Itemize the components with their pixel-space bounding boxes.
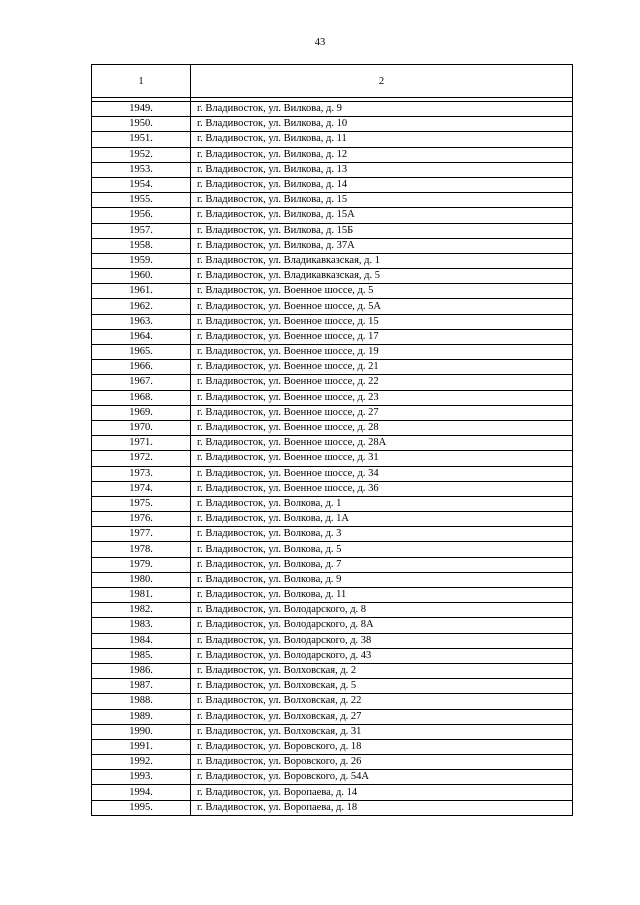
row-address: г. Владивосток, ул. Вилкова, д. 10 — [191, 117, 573, 132]
row-address: г. Владивосток, ул. Воровского, д. 18 — [191, 739, 573, 754]
row-number: 1953. — [92, 162, 191, 177]
row-number: 1983. — [92, 618, 191, 633]
table-row — [92, 269, 573, 284]
row-address: г. Владивосток, ул. Военное шоссе, д. 31 — [191, 451, 573, 466]
row-address: г. Владивосток, ул. Волкова, д. 7 — [191, 557, 573, 572]
row-address: г. Владивосток, ул. Волховская, д. 5 — [191, 679, 573, 694]
row-address: г. Владивосток, ул. Волкова, д. 5 — [191, 542, 573, 557]
table-row — [92, 345, 573, 360]
row-address: г. Владивосток, ул. Военное шоссе, д. 17 — [191, 329, 573, 344]
table-row — [92, 253, 573, 268]
table-row — [92, 466, 573, 481]
row-address: г. Владивосток, ул. Волкова, д. 1 — [191, 496, 573, 511]
row-number: 1967. — [92, 375, 191, 390]
row-address: г. Владивосток, ул. Владикавказская, д. 1 — [191, 253, 573, 268]
row-number: 1989. — [92, 709, 191, 724]
table-row — [92, 223, 573, 238]
row-address: г. Владивосток, ул. Военное шоссе, д. 21 — [191, 360, 573, 375]
row-address: г. Владивосток, ул. Волкова, д. 9 — [191, 572, 573, 587]
row-number: 1993. — [92, 770, 191, 785]
table-row — [92, 709, 573, 724]
table-row — [92, 314, 573, 329]
table-row — [92, 481, 573, 496]
row-number: 1956. — [92, 208, 191, 223]
table-row — [92, 618, 573, 633]
row-number: 1978. — [92, 542, 191, 557]
row-address: г. Владивосток, ул. Вилкова, д. 15А — [191, 208, 573, 223]
row-number: 1982. — [92, 603, 191, 618]
row-number: 1970. — [92, 420, 191, 435]
row-address: г. Владивосток, ул. Военное шоссе, д. 22 — [191, 375, 573, 390]
table-row — [92, 557, 573, 572]
table-row — [92, 132, 573, 147]
table-row — [92, 572, 573, 587]
row-number: 1979. — [92, 557, 191, 572]
row-number: 1955. — [92, 193, 191, 208]
row-number: 1949. — [92, 102, 191, 117]
row-address: г. Владивосток, ул. Волховская, д. 22 — [191, 694, 573, 709]
table-row — [92, 496, 573, 511]
row-address: г. Владивосток, ул. Воровского, д. 26 — [191, 755, 573, 770]
table-row — [92, 588, 573, 603]
table-row — [92, 436, 573, 451]
table-row — [92, 770, 573, 785]
row-number: 1958. — [92, 238, 191, 253]
table-row — [92, 542, 573, 557]
table-row — [92, 208, 573, 223]
row-address: г. Владивосток, ул. Волховская, д. 2 — [191, 663, 573, 678]
row-number: 1976. — [92, 512, 191, 527]
row-address: г. Владивосток, ул. Военное шоссе, д. 15 — [191, 314, 573, 329]
row-address: г. Владивосток, ул. Вилкова, д. 14 — [191, 177, 573, 192]
row-address: г. Владивосток, ул. Волкова, д. 3 — [191, 527, 573, 542]
table-row — [92, 420, 573, 435]
row-number: 1962. — [92, 299, 191, 314]
table-row — [92, 238, 573, 253]
table-row — [92, 375, 573, 390]
row-number: 1963. — [92, 314, 191, 329]
row-number: 1959. — [92, 253, 191, 268]
row-number: 1988. — [92, 694, 191, 709]
row-address: г. Владивосток, ул. Володарского, д. 38 — [191, 633, 573, 648]
row-address: г. Владивосток, ул. Вилкова, д. 11 — [191, 132, 573, 147]
table-row — [92, 679, 573, 694]
column-header-number: 1 — [92, 65, 191, 98]
row-address: г. Владивосток, ул. Военное шоссе, д. 5А — [191, 299, 573, 314]
row-address: г. Владивосток, ул. Вилкова, д. 15Б — [191, 223, 573, 238]
header-row — [92, 65, 573, 98]
row-address: г. Владивосток, ул. Вилкова, д. 15 — [191, 193, 573, 208]
table-row — [92, 694, 573, 709]
address-table — [91, 64, 573, 816]
row-address: г. Владивосток, ул. Волховская, д. 31 — [191, 724, 573, 739]
row-number: 1980. — [92, 572, 191, 587]
row-address: г. Владивосток, ул. Военное шоссе, д. 28А — [191, 436, 573, 451]
row-address: г. Владивосток, ул. Военное шоссе, д. 27 — [191, 405, 573, 420]
row-address: г. Владивосток, ул. Вилкова, д. 12 — [191, 147, 573, 162]
table-row — [92, 162, 573, 177]
row-number: 1990. — [92, 724, 191, 739]
row-address: г. Владивосток, ул. Военное шоссе, д. 5 — [191, 284, 573, 299]
row-address: г. Владивосток, ул. Волкова, д. 11 — [191, 588, 573, 603]
row-address: г. Владивосток, ул. Воровского, д. 54А — [191, 770, 573, 785]
row-number: 1985. — [92, 648, 191, 663]
table-row — [92, 633, 573, 648]
row-number: 1954. — [92, 177, 191, 192]
row-address: г. Владивосток, ул. Военное шоссе, д. 34 — [191, 466, 573, 481]
row-address: г. Владивосток, ул. Военное шоссе, д. 19 — [191, 345, 573, 360]
table-row — [92, 663, 573, 678]
row-number: 1972. — [92, 451, 191, 466]
row-number: 1974. — [92, 481, 191, 496]
row-number: 1951. — [92, 132, 191, 147]
row-address: г. Владивосток, ул. Военное шоссе, д. 23 — [191, 390, 573, 405]
table-row — [92, 193, 573, 208]
row-number: 1969. — [92, 405, 191, 420]
row-number: 1957. — [92, 223, 191, 238]
row-number: 1995. — [92, 800, 191, 815]
row-number: 1992. — [92, 755, 191, 770]
table-row — [92, 451, 573, 466]
table-row — [92, 329, 573, 344]
row-number: 1965. — [92, 345, 191, 360]
table-row — [92, 648, 573, 663]
table-row — [92, 390, 573, 405]
column-header-address: 2 — [191, 65, 573, 98]
row-number: 1950. — [92, 117, 191, 132]
table-row — [92, 724, 573, 739]
table-row — [92, 299, 573, 314]
row-number: 1973. — [92, 466, 191, 481]
table-row — [92, 512, 573, 527]
table-row — [92, 147, 573, 162]
row-address: г. Владивосток, ул. Вилкова, д. 9 — [191, 102, 573, 117]
row-number: 1981. — [92, 588, 191, 603]
row-address: г. Владивосток, ул. Владикавказская, д. 5 — [191, 269, 573, 284]
row-address: г. Владивосток, ул. Волкова, д. 1А — [191, 512, 573, 527]
row-number: 1975. — [92, 496, 191, 511]
row-address: г. Владивосток, ул. Волховская, д. 27 — [191, 709, 573, 724]
row-number: 1984. — [92, 633, 191, 648]
row-address: г. Владивосток, ул. Володарского, д. 8А — [191, 618, 573, 633]
row-number: 1964. — [92, 329, 191, 344]
row-number: 1952. — [92, 147, 191, 162]
table-row — [92, 527, 573, 542]
row-address: г. Владивосток, ул. Воропаева, д. 14 — [191, 785, 573, 800]
row-address: г. Владивосток, ул. Володарского, д. 43 — [191, 648, 573, 663]
table-row — [92, 360, 573, 375]
page-number: 43 — [314, 37, 326, 48]
table-row — [92, 102, 573, 117]
table-row — [92, 177, 573, 192]
row-number: 1961. — [92, 284, 191, 299]
row-number: 1966. — [92, 360, 191, 375]
row-address: г. Владивосток, ул. Военное шоссе, д. 36 — [191, 481, 573, 496]
row-number: 1994. — [92, 785, 191, 800]
row-number: 1960. — [92, 269, 191, 284]
row-number: 1987. — [92, 679, 191, 694]
table-row — [92, 117, 573, 132]
table-row — [92, 800, 573, 815]
table-row — [92, 284, 573, 299]
row-address: г. Владивосток, ул. Вилкова, д. 37А — [191, 238, 573, 253]
table-row — [92, 405, 573, 420]
row-address: г. Владивосток, ул. Воропаева, д. 18 — [191, 800, 573, 815]
table-row — [92, 785, 573, 800]
table-body — [92, 102, 573, 816]
row-number: 1971. — [92, 436, 191, 451]
table-row — [92, 739, 573, 754]
row-address: г. Владивосток, ул. Вилкова, д. 13 — [191, 162, 573, 177]
row-address: г. Владивосток, ул. Володарского, д. 8 — [191, 603, 573, 618]
table-row — [92, 755, 573, 770]
row-number: 1986. — [92, 663, 191, 678]
row-number: 1968. — [92, 390, 191, 405]
table-row — [92, 603, 573, 618]
row-address: г. Владивосток, ул. Военное шоссе, д. 28 — [191, 420, 573, 435]
row-number: 1977. — [92, 527, 191, 542]
row-number: 1991. — [92, 739, 191, 754]
